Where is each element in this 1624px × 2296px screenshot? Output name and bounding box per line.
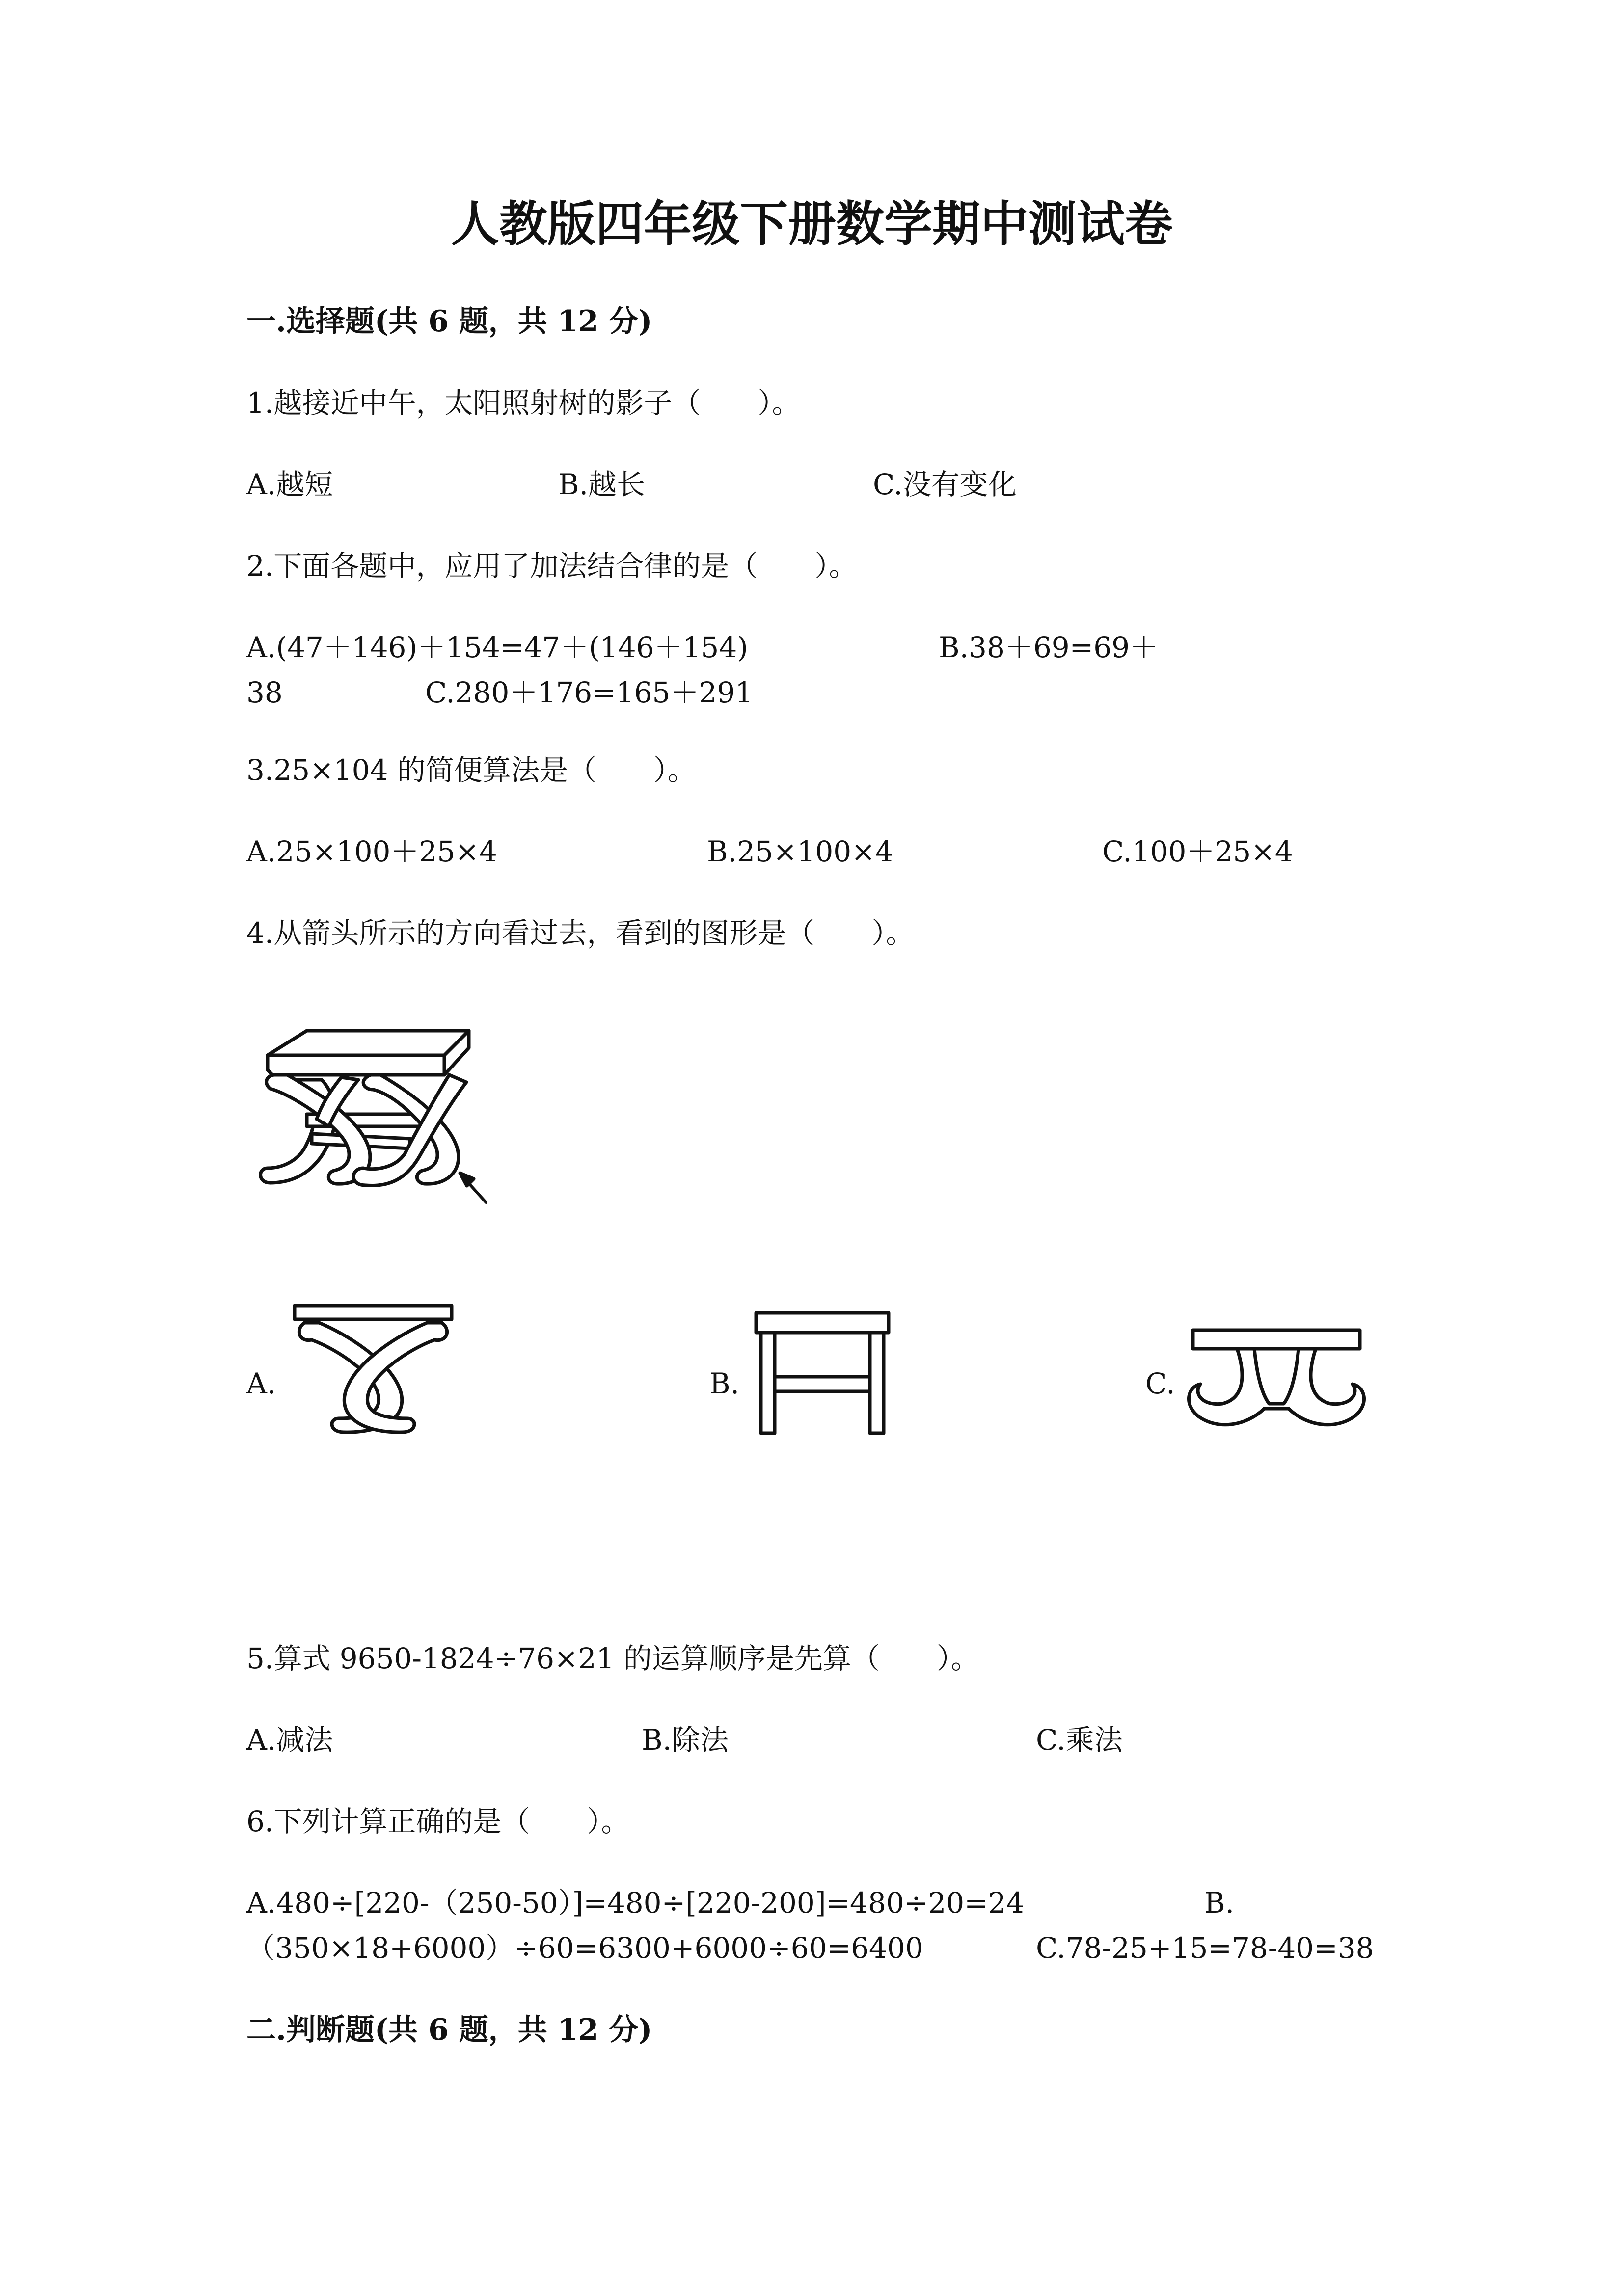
question-5-option-c: C.乘法 — [1036, 1723, 1123, 1757]
question-5-option-a: A.减法 — [246, 1723, 333, 1757]
question-2-option-b-continued: 38 — [246, 676, 283, 709]
question-2-option-b: B.38＋69=69＋ — [939, 631, 1159, 664]
question-3-stem: 3.25×104 的简便算法是（ ）。 — [246, 753, 696, 787]
option-c-curved-legs-image — [1183, 1325, 1370, 1438]
option-b-frame-image — [751, 1308, 893, 1438]
question-6-option-c: C.78-25+15=78-40=38 — [1036, 1931, 1374, 1965]
option-a-x-legs-image — [290, 1301, 457, 1438]
question-1-stem: 1.越接近中午，太阳照射树的影子（ ）。 — [246, 386, 801, 420]
question-5-option-b: B.除法 — [642, 1723, 729, 1757]
page-title: 人教版四年级下册数学期中测试卷 — [451, 196, 1173, 252]
section-heading-choice: 一.选择题(共 6 题，共 12 分) — [246, 304, 652, 339]
question-3-option-a: A.25×100＋25×4 — [246, 835, 497, 868]
question-4-option-c-label: C. — [1145, 1367, 1175, 1400]
question-1-option-a: A.越短 — [246, 468, 333, 501]
question-6-option-b-continued: （350×18+6000）÷60=6300+6000÷60=6400 — [246, 1931, 923, 1965]
question-4-option-b-label: B. — [709, 1367, 740, 1400]
question-2-stem: 2.下面各题中，应用了加法结合律的是（ ）。 — [246, 549, 858, 583]
question-2-option-c: C.280＋176=165＋291 — [425, 676, 754, 709]
question-6-stem: 6.下列计算正确的是（ ）。 — [246, 1805, 630, 1838]
question-2-option-a: A.(47＋146)＋154=47＋(146＋154) — [246, 631, 748, 664]
question-3-option-b: B.25×100×4 — [707, 835, 893, 868]
question-6-option-a: A.480÷[220-（250-50）]=480÷[220-200]=480÷20=24 — [246, 1886, 1025, 1920]
question-1-option-c: C.没有变化 — [873, 468, 1017, 501]
section-heading-judgement: 二.判断题(共 6 题，共 12 分) — [246, 2013, 652, 2047]
question-5-stem: 5.算式 9650-1824÷76×21 的运算顺序是先算（ ）。 — [246, 1642, 979, 1675]
question-6-option-b: B. — [1204, 1886, 1235, 1920]
question-1-option-b: B.越长 — [558, 468, 646, 501]
question-3-option-c: C.100＋25×4 — [1102, 835, 1293, 868]
question-4-option-a-label: A. — [246, 1367, 276, 1400]
stool-perspective-image — [248, 1021, 503, 1212]
question-4-stem: 4.从箭头所示的方向看过去，看到的图形是（ ）。 — [246, 916, 915, 950]
